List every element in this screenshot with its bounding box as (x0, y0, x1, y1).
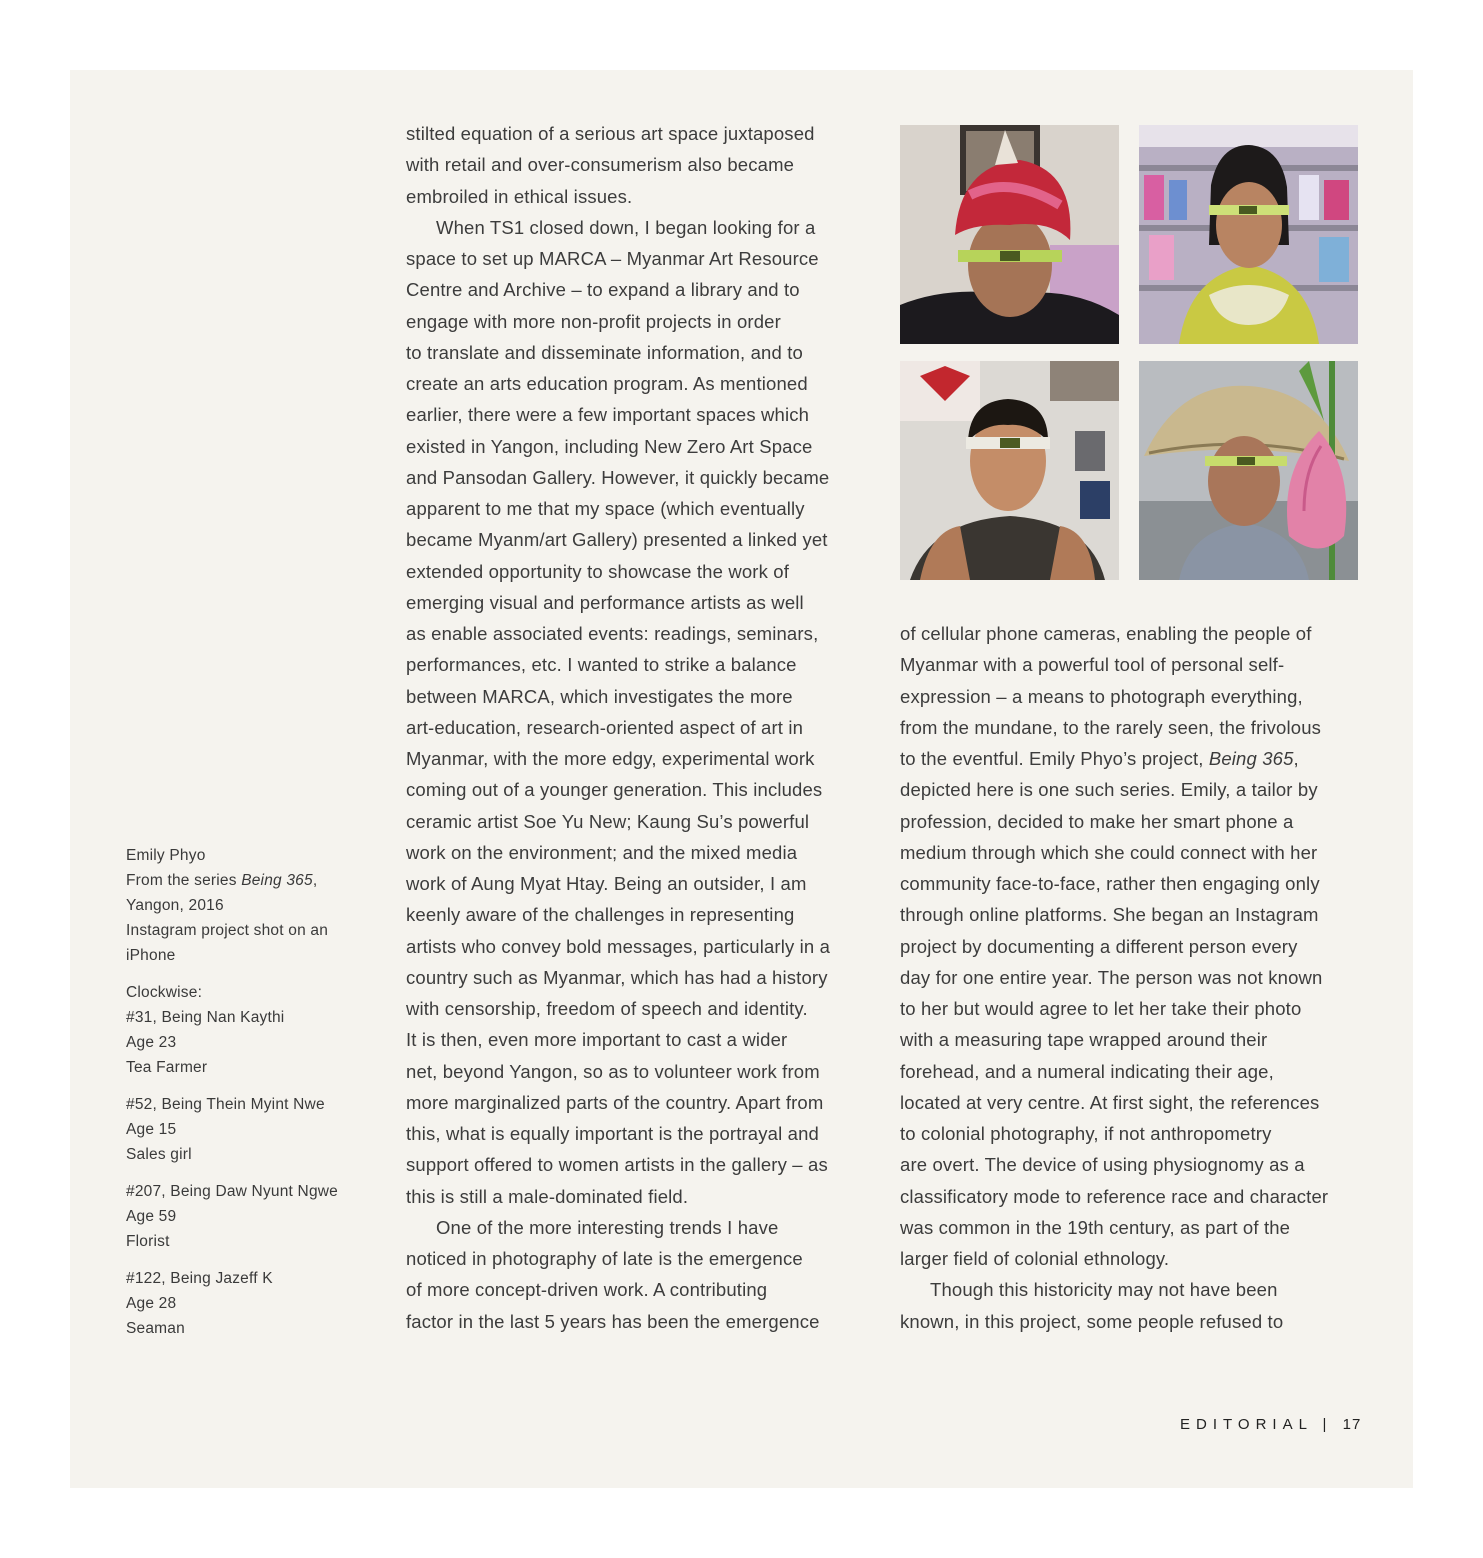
text-line: to the eventful. Emily Phyo’s project, Being 365, (900, 748, 1299, 769)
text-line: Centre and Archive – to expand a library and to (406, 279, 800, 301)
text-line: medium through which she could connect with her (900, 841, 1318, 863)
paragraph-first-line: When TS1 closed down, I began looking for a (436, 216, 816, 238)
text-line: create an arts education program. As mentioned (406, 373, 808, 394)
text-line: noticed in photography of late is the emergence (406, 1248, 803, 1269)
text-line: embroiled in ethical issues. (406, 185, 633, 207)
subject-age: Age 28 (126, 1295, 177, 1312)
body-text-column-right (900, 618, 1360, 1337)
subject-age: Age 23 (126, 1034, 177, 1051)
page-number: 17 (1342, 1416, 1362, 1433)
caption-medium-cont: iPhone (126, 947, 176, 964)
text-line: artists who convey bold messages, particularly in a (406, 935, 831, 957)
subject-occupation: Tea Farmer (126, 1059, 208, 1076)
text-line: with retail and over-consumerism also became (406, 154, 795, 176)
text-line: community face-to-face, rather then engaging only (900, 873, 1320, 894)
text-line: more marginalized parts of the country. Apart from (406, 1091, 824, 1113)
text-line: emerging visual and performance artists as well (406, 591, 804, 613)
text-line: It is then, even more important to cast a wider (406, 1029, 788, 1051)
photo-thein-myint-nwe (1139, 125, 1358, 344)
body-text-column-middle (406, 118, 866, 1337)
text-line: of cellular phone cameras, enabling the people of (900, 623, 1312, 644)
paragraph-first-line: Though this historicity may not have been (930, 1279, 1278, 1301)
text-line: extended opportunity to showcase the work of (406, 560, 789, 582)
photo-daw-nyunt-ngwe (1139, 361, 1358, 580)
subject-name: #31, Being Nan Kaythi (126, 1009, 285, 1026)
text-line: space to set up MARCA – Myanmar Art Resource (406, 248, 819, 269)
text-line: performances, etc. I wanted to strike a balance (406, 654, 797, 676)
text-line: stilted equation of a serious art space juxtaposed (406, 123, 815, 144)
text-line: as enable associated events: readings, seminars, (406, 623, 819, 644)
caption-series-title: Being 365 (241, 872, 313, 889)
text-line: Myanmar, with the more edgy, experimental work (406, 748, 815, 769)
subject-age: Age 59 (126, 1208, 177, 1225)
caption-series: From the series Being 365, (126, 872, 318, 889)
text-line: keenly aware of the challenges in representing (406, 904, 795, 926)
text-line: are overt. The device of using physiognomy as a (900, 1154, 1305, 1176)
subject-occupation: Seaman (126, 1320, 185, 1337)
text-line: profession, decided to make her smart phone a (900, 810, 1294, 832)
paragraph-first-line: One of the more interesting trends I have (436, 1216, 779, 1238)
text-line: engage with more non-profit projects in order (406, 310, 781, 332)
text-line: net, beyond Yangon, so as to volunteer work from (406, 1060, 820, 1082)
text-line: this, what is equally important is the portrayal and (406, 1123, 819, 1144)
photo-caption (126, 843, 366, 1353)
text-line: and Pansodan Gallery. However, it quickly became (406, 466, 830, 488)
text-line: classificatory mode to reference race and character (900, 1185, 1329, 1207)
text-line: existed in Yangon, including New Zero Art Space (406, 435, 813, 457)
text-line: factor in the last 5 years has been the emergence (406, 1310, 820, 1332)
caption-place-date: Yangon, 2016 (126, 897, 224, 914)
subject-name: #207, Being Daw Nyunt Ngwe (126, 1183, 338, 1200)
text-line: this is still a male-dominated field. (406, 1185, 689, 1207)
text-line: was common in the 19th century, as part of the (900, 1216, 1291, 1238)
text-line: from the mundane, to the rarely seen, the frivolous (900, 716, 1322, 738)
text-line: became Myanm/art Gallery) presented a linked yet (406, 529, 828, 551)
text-line: known, in this project, some people refused to (900, 1310, 1284, 1332)
text-line: of more concept-driven work. A contributing (406, 1279, 768, 1301)
text-line: coming out of a younger generation. This includes (406, 779, 823, 801)
text-line: Myanmar with a powerful tool of personal self- (900, 654, 1285, 676)
footer-separator: | (1322, 1416, 1333, 1433)
text-line: between MARCA, which investigates the more (406, 685, 793, 707)
photo-nan-kaythi (900, 125, 1119, 344)
text-line: art-education, research-oriented aspect of art in (406, 716, 804, 738)
text-line: forehead, and a numeral indicating their age, (900, 1060, 1274, 1082)
text-line: to translate and disseminate information, and to (406, 341, 803, 363)
project-title: Being 365 (1208, 748, 1294, 769)
text-line: support offered to women artists in the gallery – as (406, 1154, 828, 1176)
text-line: expression – a means to photograph everything, (900, 685, 1303, 707)
text-line: work of Aung Myat Htay. Being an outsider, I am (406, 873, 807, 894)
caption-artist: Emily Phyo (126, 847, 206, 864)
caption-medium: Instagram project shot on an (126, 922, 329, 939)
text-line: ceramic artist Soe Yu New; Kaung Su’s powerful (406, 810, 810, 832)
text-line: with a measuring tape wrapped around their (900, 1029, 1268, 1051)
subject-age: Age 15 (126, 1121, 177, 1138)
text-line: apparent to me that my space (which eventually (406, 498, 805, 519)
subject-name: #122, Being Jazeff K (126, 1270, 273, 1287)
text-line: earlier, there were a few important spaces which (406, 404, 810, 426)
page-footer (1180, 1416, 1361, 1433)
text-line: depicted here is one such series. Emily, a tailor by (900, 779, 1318, 801)
text-line: country such as Myanmar, which has had a history (406, 966, 828, 988)
text-line: with censorship, freedom of speech and identity. (406, 998, 808, 1019)
subject-occupation: Florist (126, 1233, 170, 1250)
photo-jazeff-k (900, 361, 1119, 580)
text-line: located at very centre. At first sight, the references (900, 1091, 1320, 1113)
text-line: work on the environment; and the mixed media (406, 841, 798, 863)
section-label: EDITORIAL (1180, 1416, 1313, 1433)
text-line: through online platforms. She began an Instagram (900, 904, 1319, 926)
text-line: to colonial photography, if not anthropometry (900, 1123, 1272, 1144)
caption-clockwise: Clockwise: (126, 984, 203, 1001)
text-line: day for one entire year. The person was not known (900, 966, 1323, 988)
text-line: larger field of colonial ethnology. (900, 1248, 1170, 1269)
text-line: project by documenting a different person every (900, 935, 1298, 957)
subject-name: #52, Being Thein Myint Nwe (126, 1096, 325, 1113)
text-line: to her but would agree to let her take their photo (900, 998, 1302, 1019)
subject-occupation: Sales girl (126, 1146, 192, 1163)
